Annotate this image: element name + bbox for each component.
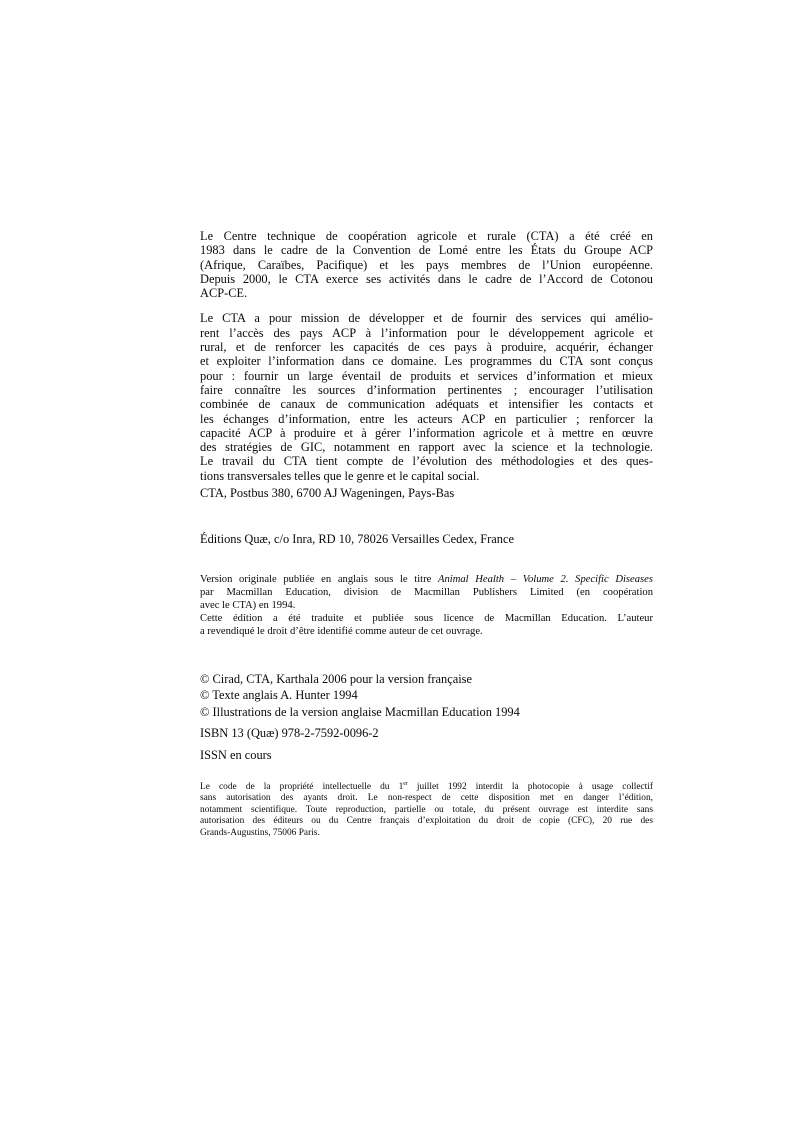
text-line: Depuis 2000, le CTA exerce ses activités dans le cadre de l’Accord de Cotonou	[200, 271, 653, 286]
cta-address: CTA, Postbus 380, 6700 AJ Wageningen, Pays-Bas	[200, 486, 455, 501]
text-line: ACP-CE.	[200, 286, 248, 301]
text-line: et exploiter l’information dans ce domaine. Les programmes du CTA sont conçus	[200, 354, 653, 369]
legal-notice-line	[200, 782, 653, 794]
legal-text-continuation: juillet 1992 interdit la photocopie à usage collectif	[407, 781, 654, 792]
text-line: sans autorisation des ayants droit. Le non-respect de cette disposition met en danger l’édition,	[200, 793, 653, 804]
text-line: faire connaître les sources d’information pertinentes ; encourager l’utilisation	[200, 382, 653, 397]
text-line: 1983 dans le cadre de la Convention de Lomé entre les États du Groupe ACP	[200, 243, 653, 258]
legal-notice	[200, 782, 653, 840]
text-line: par Macmillan Education, division de Macmillan Publishers Limited (en coopération	[200, 586, 653, 598]
isbn-line: ISBN 13 (Quæ) 978-2-7592-0096-2	[200, 726, 379, 741]
cta-history-paragraph	[200, 229, 653, 300]
original-edition-continuation	[200, 586, 653, 612]
text-line: capacité ACP à produire et à gérer l’information agricole et à mettre en œuvre	[200, 425, 653, 440]
copyright-line-illustrations: © Illustrations de la version anglaise Macmillan Education 1994	[200, 704, 520, 719]
licence-note	[200, 612, 653, 638]
text-line: notamment scientifique. Toute reproduction, partielle ou totale, du présent ouvrage est interdite sans	[200, 804, 653, 815]
text-line: (Afrique, Caraïbes, Pacifique) et les pays membres de l’Union européenne.	[200, 257, 653, 272]
text-line: Grands-Augustins, 75006 Paris.	[200, 827, 320, 838]
text-line: avec le CTA) en 1994.	[200, 599, 296, 611]
issn-line: ISSN en cours	[200, 748, 272, 763]
legal-notice-continuation	[200, 793, 653, 839]
text-line: pour : fournir un large éventail de produits et services d’information et mieux	[200, 368, 653, 383]
legal-superscript: er	[403, 780, 408, 787]
text-line: Cette édition a été traduite et publiée sous licence de Macmillan Education. L’auteur	[200, 612, 653, 624]
text-line: des stratégies de GIC, notamment en rapport avec la science et la technologie.	[200, 440, 653, 455]
text-line: a revendiqué le droit d’être identifié comme auteur de cet ouvrage.	[200, 625, 483, 637]
text-line: Le travail du CTA tient compte de l’évolution des méthodologies et des ques-	[200, 454, 653, 469]
copyright-line-english-text: © Texte anglais A. Hunter 1994	[200, 688, 358, 703]
text-line: rent l’accès des pays ACP à l’information pour le développement agricole et	[200, 325, 653, 340]
colophon-text-column	[200, 0, 653, 839]
text-line: autorisation des éditeurs ou du Centre français d’exploitation du droit de copie (CFC), 20 rue des	[200, 816, 653, 827]
original-title-italic: Animal Health – Volume 2. Specific Diseases	[438, 573, 653, 585]
text-line: combinée de canaux de communication adéquats et intensifier les contacts et	[200, 397, 653, 412]
text-line: rural, et de renforcer les capacités de ces pays à produire, acquérir, échanger	[200, 340, 653, 355]
copyright-block	[200, 671, 653, 721]
original-edition-notice	[200, 573, 653, 638]
text-line: les échanges d’information, entre les acteurs ACP en particulier ; renforcer la	[200, 411, 653, 426]
copyright-line-french-version: © Cirad, CTA, Karthala 2006 pour la version française	[200, 671, 472, 686]
legal-text: Le code de la propriété intellectuelle du 1	[200, 781, 404, 792]
original-edition-line	[200, 573, 653, 586]
publisher-address: Éditions Quæ, c/o Inra, RD 10, 78026 Versailles Cedex, France	[200, 532, 514, 547]
text-line: Le CTA a pour mission de développer et de fournir des services qui amélio-	[200, 311, 653, 326]
text-line: tions transversales telles que le genre et le capital social.	[200, 468, 480, 483]
text-line: Le Centre technique de coopération agricole et rurale (CTA) a été créé en	[200, 229, 653, 243]
original-edition-text: Version originale publiée en anglais sous le titre	[200, 573, 438, 585]
cta-mission-paragraph	[200, 311, 653, 483]
